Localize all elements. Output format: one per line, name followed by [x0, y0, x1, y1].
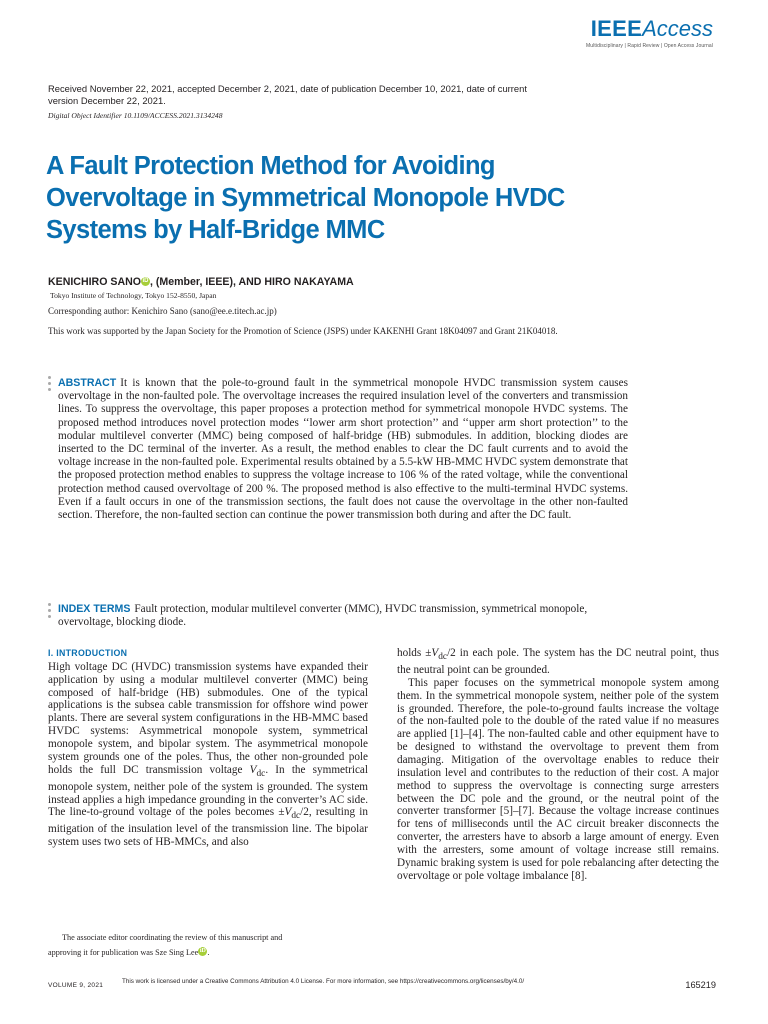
logo-access: Access [642, 16, 713, 41]
orcid-icon[interactable]: iD [142, 278, 149, 284]
symbol-v: V [284, 806, 292, 819]
intro-paragraph-1-cont [397, 647, 719, 677]
authors-rest: , (Member, IEEE), AND HIRO NAKAYAMA [150, 276, 354, 288]
text-run: holds ± [397, 647, 432, 659]
volume: VOLUME 9, 2021 [48, 982, 104, 989]
text-run: High voltage DC (HVDC) transmission systems have expanded their application by using a modular multilevel converter (MMC) being composed of half-bridge (HB) submodules. One of the typical applications is the subsea cable transmission for offshore wind power plants. There are several system configurations in the HB-MMC based HVDC systems: Asymmetrical monopole system, symmetrical monopole system, and bipolar system. The asymmetrical monopole system grounds one of the poles. Thus, the other non-grounded pole holds the full DC transmission voltage [48, 660, 368, 776]
page-number: 165219 [685, 980, 716, 990]
license-notice: This work is licensed under a Creative Commons Attribution 4.0 License. For more information, see https://creativecommons.org/licenses/by/4.0/ [122, 978, 525, 985]
journal-logo [586, 16, 713, 49]
author-1: KENICHIRO SANO [48, 276, 141, 288]
index-terms-text: Fault protection, modular multilevel converter (MMC), HVDC transmission, symmetrical monopole, overvoltage, blocking diode. [58, 603, 588, 629]
logo-tagline: Multidisciplinary | Rapid Review | Open Access Journal [586, 43, 713, 49]
editor-footnote: The associate editor coordinating the review of this manuscript and approving it for publication was Sze Sing Lee iD . [48, 930, 370, 960]
authors [48, 276, 354, 288]
symbol-v: V [249, 763, 257, 776]
symbol-v: V [431, 647, 439, 659]
text-run: /2, resulting in mitigation of the insulation level of the transmission line. The bipolar system uses two sets of HB-MMCs, and also [48, 806, 369, 849]
affiliation: Tokyo Institute of Technology, Tokyo 152-8550, Japan [50, 291, 217, 300]
funding-statement: This work was supported by the Japan Society for the Promotion of Science (JSPS) under KAKENHI Grant 18K04097 and Grant 21K04018. [48, 326, 558, 336]
index-terms-dots-icon [48, 603, 52, 621]
abstract-label: ABSTRACT [58, 377, 117, 389]
corresponding-author: Corresponding author: Kenichiro Sano (sano@ee.e.titech.ac.jp) [48, 306, 277, 316]
symbol-dc: dc [291, 811, 301, 822]
text-run: /2 in each pole. The system has the DC neutral point, thus the neutral point can be grounded. [397, 647, 719, 677]
footnote-line-1: The associate editor coordinating the review of this manuscript and [62, 933, 283, 942]
paper-title: A Fault Protection Method for Avoiding Overvoltage in Symmetrical Monopole HVDC Systems by Half-Bridge MMC [46, 152, 565, 244]
abstract-dots-icon [48, 376, 52, 394]
abstract-text: It is known that the pole-to-ground fault in the symmetrical monopole HVDC transmission system causes overvoltage in the non-faulted pole. The overvoltage increases the required insulation level of the converters and transmission lines. To suppress the overvoltage, this paper proposes a protection method for symmetrical monopole HVDC systems. The proposed method introduces novel protection modes ‘‘lower arm short protection’’ and ‘‘upper arm short protection’’ to the modular multilevel converter (MMC) being composed of half-bridge (HB) submodules. In addition, blocking diodes are inserted to the DC terminal of the inverter. As a result, the method enables to clear the DC fault currents and to avoid the voltage increase in the non-faulted pole. Experimental results obtained by a 5.5-kW HB-MMC HVDC system demonstrate that the proposed protection method enables to suppress the voltage increase to 106 % of the rated voltage, while the conventional protection method caused overvoltage of 200 %. The proposed method is also effective to the multi-terminal HVDC systems. Even if a fault occurs in one of the transmission sections, the fault does not cause the overvoltage in the other non-faulted section. Therefore, the non-faulted section can continue the power transmission both during and after the DC fault. [58, 377, 628, 522]
logo-ieee: IEEE [590, 16, 643, 41]
abstract [58, 377, 628, 522]
text-run: . In the symmetrical monopole system, neither pole of the system is grounded. The system instead applies a high impedance grounding in the converter’s AC side. The line-to-ground voltage of the poles becomes ± [48, 763, 368, 819]
index-terms-label: INDEX TERMS [58, 603, 131, 615]
index-terms [58, 603, 628, 629]
received-dates: Received November 22, 2021, accepted December 2, 2021, date of publication December 10, 2021, date of current version December 22, 2021. [48, 83, 527, 106]
symbol-dc: dc [438, 652, 448, 663]
symbol-dc: dc [256, 768, 266, 779]
intro-paragraph-1 [48, 661, 368, 849]
footnote-line-2: approving it for publication was Sze Sing Lee [48, 948, 199, 957]
orcid-icon[interactable]: iD [199, 948, 206, 954]
doi: Digital Object Identifier 10.1109/ACCESS.2021.3134248 [48, 111, 223, 120]
right-column [397, 647, 719, 882]
section-heading-introduction: I. INTRODUCTION [48, 648, 128, 658]
left-column [48, 647, 368, 849]
intro-paragraph-2: This paper focuses on the symmetrical monopole system among them. In the symmetrical monopole system, neither pole of the system is grounded. Therefore, the pole-to-ground faults increase the voltage of the non-faulted pole to the double of the rated value if no measures are applied [1]–[4]. The non-faulted cable and other equipment have to be designed to withstand the overvoltage to prevent them from damaging. Mitigation of the overvoltage enables to reduce their insulation level and contributes to the reduction of their cost. A major method to suppress the overvoltage is connecting surge arresters between the DC pole and the ground, or the neutral point of the converter transformer [5]–[7]. Because the voltage increase continues for tens of milliseconds until the AC circuit breaker disconnects the converter, the arresters have to absorb a large amount of energy. Even with the arresters, some amount of voltage increase still remains. Dynamic braking system is used for pole rebalancing after detecting the overvoltage or pole voltage imbalance [8]. [397, 676, 719, 882]
